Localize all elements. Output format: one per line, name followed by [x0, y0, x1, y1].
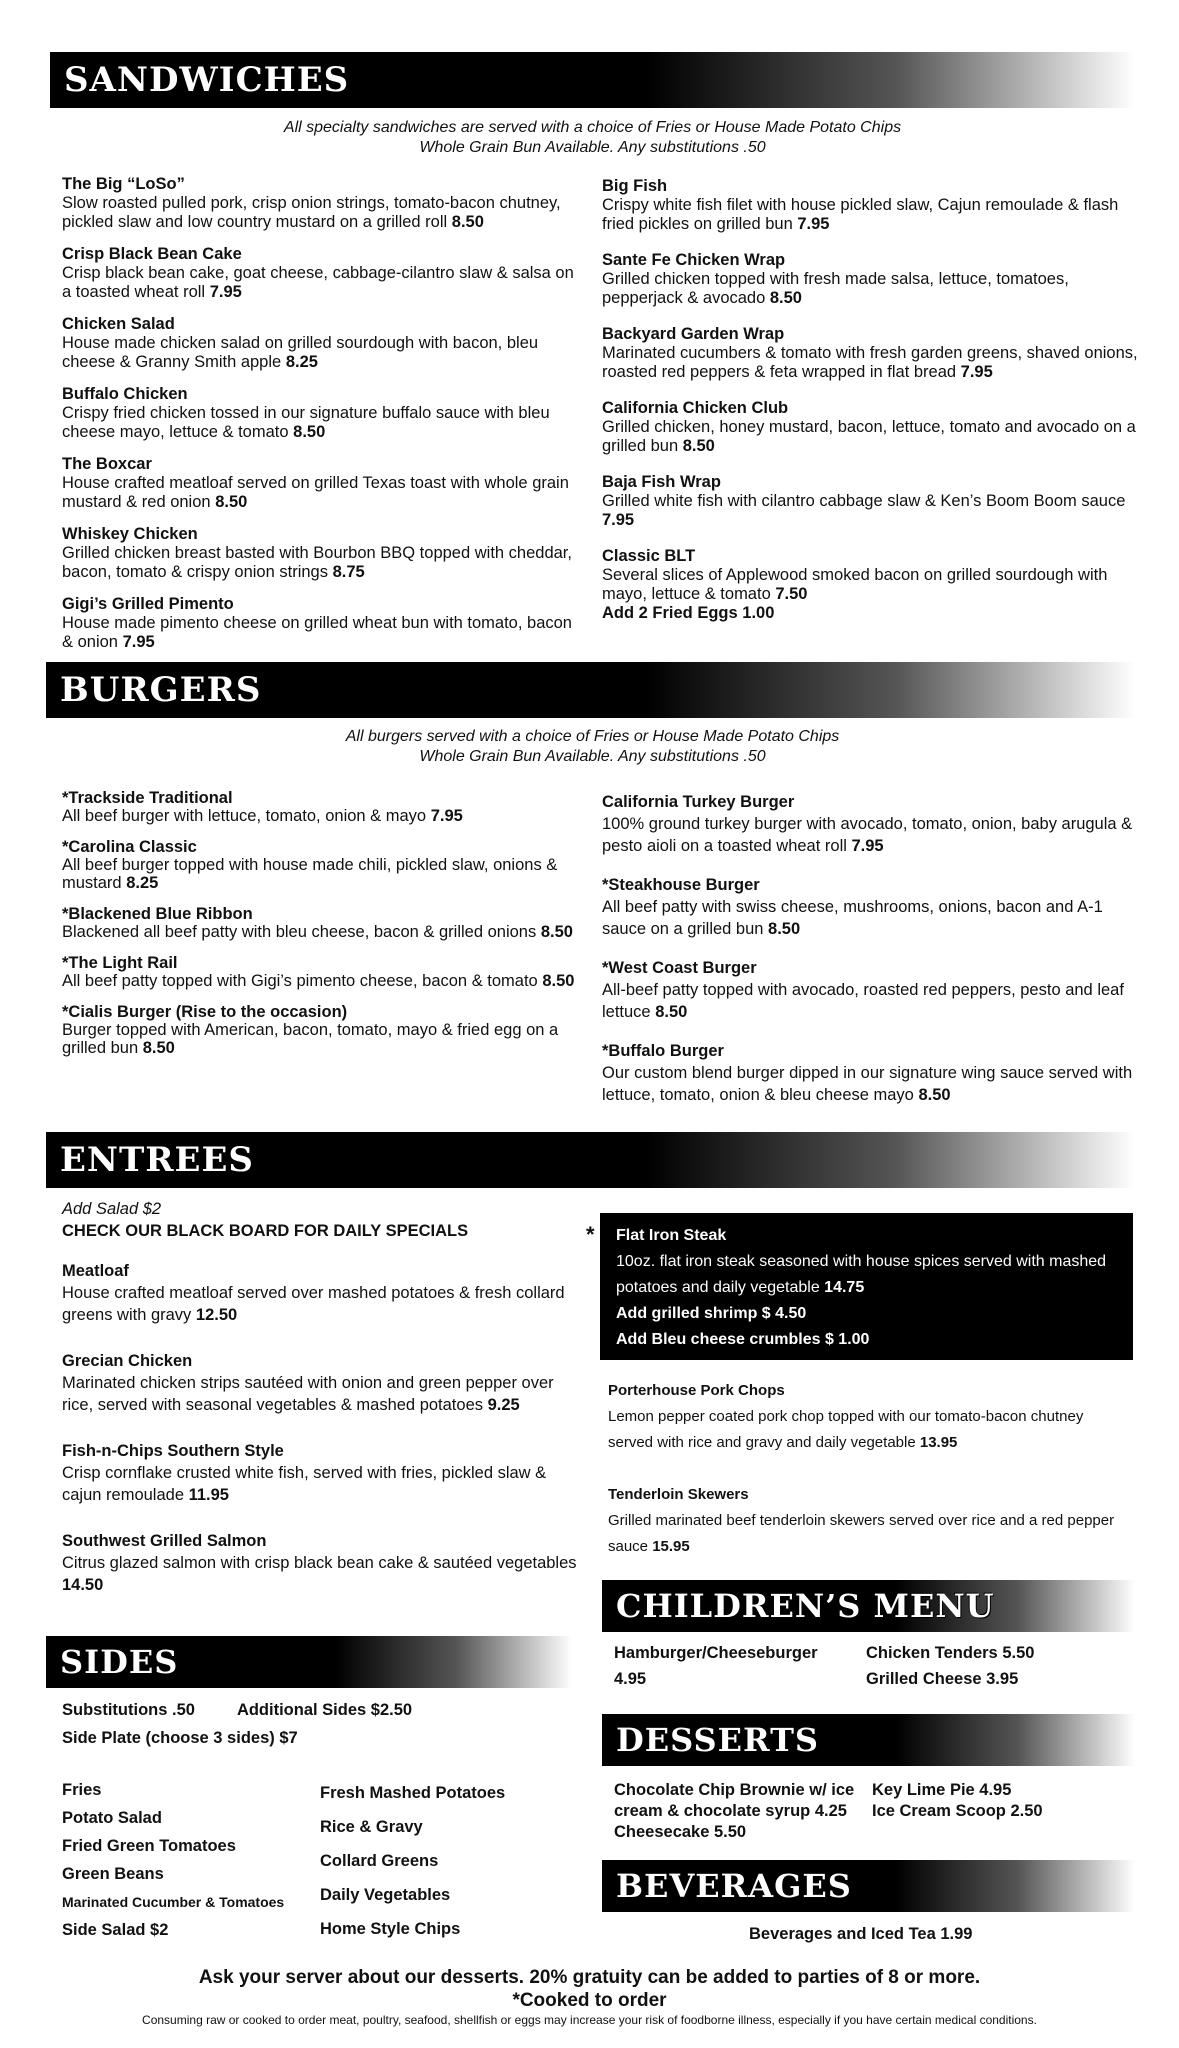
menu-item-description: Burger topped with American, bacon, tomato, mayo & fried egg on a grilled bun [62, 1021, 559, 1057]
menu-item-price: 8.50 [293, 423, 326, 441]
menu-item-price: 7.95 [430, 807, 463, 825]
menu-item [608, 1482, 1128, 1560]
menu-item-price: 8.50 [682, 437, 715, 455]
steak-description: 10oz. flat iron steak seasoned with house spices served with mashed potatoes and daily vegetable 14.75 [616, 1253, 1107, 1296]
menu-item-price: 13.95 [919, 1434, 958, 1451]
menu-item-description: All beef patty topped with Gigi’s pimento cheese, bacon & tomato [62, 972, 538, 990]
menu-item-price: 9.25 [487, 1396, 520, 1414]
menu-item-price: 8.50 [768, 920, 801, 938]
menu-item-description: House crafted meatloaf served over mashed potatoes & fresh collard greens with gravy [62, 1284, 565, 1324]
menu-item-price: 14.50 [62, 1576, 104, 1594]
menu-item [602, 177, 1142, 234]
menu-item [62, 315, 582, 372]
menu-item-price: 8.50 [451, 213, 484, 231]
entrees-banner [46, 1132, 1135, 1188]
menu-item-price: 8.50 [215, 493, 248, 511]
side-item: Green Beans [62, 1865, 164, 1883]
menu-item-price: 8.50 [142, 1039, 175, 1057]
menu-item-description: Grilled chicken, honey mustard, bacon, lettuce, tomato and avocado on a grilled bun [602, 418, 1136, 455]
menu-item-name: *West Coast Burger [602, 959, 757, 977]
burgers-banner [46, 662, 1135, 718]
menu-item-description: Our custom blend burger dipped in our signature wing sauce served with lettuce, tomato, onion & bleu cheese mayo [602, 1064, 1133, 1104]
burgers-title: BURGERS [60, 670, 262, 710]
menu-item-name: Classic BLT [602, 547, 696, 565]
childrens-title: CHILDREN’S MENU [616, 1587, 995, 1625]
menu-item-description: All beef burger with lettuce, tomato, onion & mayo [62, 807, 427, 825]
sides-column-1 [62, 1776, 284, 1944]
menu-item-description: All-beef patty topped with avocado, roasted red peppers, pesto and leaf lettuce [602, 981, 1124, 1021]
menu-item-name: Sante Fe Chicken Wrap [602, 251, 786, 269]
burgers-note: All burgers served with a choice of Fries or House Made Potato Chips Whole Grain Bun Available. Any substitutions .50 [345, 728, 840, 765]
footer-gratuity: Ask your server about our desserts. 20% gratuity can be added to parties of 8 or more. [198, 1967, 981, 1988]
menu-item-name: Crisp Black Bean Cake [62, 245, 242, 263]
menu-item [602, 325, 1142, 382]
menu-item [602, 1040, 1142, 1106]
menu-item [62, 789, 582, 825]
menu-item-description: House crafted meatloaf served on grilled Texas toast with whole grain mustard & red onion [62, 474, 569, 511]
menu-item-price: 8.25 [126, 874, 159, 892]
menu-item-price: 15.95 [652, 1538, 690, 1555]
desserts-title: DESSERTS [616, 1721, 819, 1759]
menu-item [62, 525, 582, 582]
menu-item-name: *Blackened Blue Ribbon [62, 905, 253, 923]
menu-item [602, 547, 1142, 623]
menu-item [62, 1350, 582, 1416]
steak-name: Flat Iron Steak [616, 1227, 727, 1244]
menu-item-price: 7.95 [122, 633, 155, 651]
menu-item-description: Marinated chicken strips sautéed with onion and green pepper over rice, served with seasonal vegetables & mashed potatoes [62, 1374, 554, 1414]
entrees-left-column [62, 1198, 582, 1620]
menu-item-price: 11.95 [188, 1486, 229, 1504]
menu-item [602, 251, 1142, 308]
footer-disclaimer: Consuming raw or cooked to order meat, poultry, seafood, shellfish or eggs may increase your risk of foodborne illness, especially if you have certain medical conditions. [142, 2013, 1037, 2027]
menu-item-price: 7.95 [797, 215, 830, 233]
entrees-title: ENTREES [60, 1140, 254, 1180]
menu-item [602, 473, 1142, 530]
menu-item-description: House made chicken salad on grilled sourdough with bacon, bleu cheese & Granny Smith apple [62, 334, 539, 371]
sides-substitutions: Substitutions .50 [62, 1701, 195, 1719]
entrees-right-column [608, 1378, 1128, 1586]
beverages-title: BEVERAGES [616, 1867, 852, 1905]
menu-item-description: Citrus glazed salmon with crisp black bean cake & sautéed vegetables [62, 1554, 577, 1572]
side-item: Home Style Chips [320, 1920, 461, 1938]
sides-column-2 [320, 1776, 505, 1946]
menu-item [62, 838, 582, 892]
sandwiches-banner [50, 52, 1135, 108]
kids-tenders: Chicken Tenders 5.50 [866, 1644, 1035, 1662]
side-item: Daily Vegetables [320, 1886, 451, 1904]
footer-cooked: *Cooked to order [512, 1990, 667, 2011]
menu-item-price: 8.50 [542, 972, 575, 990]
sides-pricing [62, 1696, 412, 1752]
menu-item-description: Crisp black bean cake, goat cheese, cabbage-cilantro slaw & salsa on a toasted wheat roll [62, 264, 574, 301]
menu-item-name: *Steakhouse Burger [602, 876, 760, 894]
menu-item-description: Crispy fried chicken tossed in our signature buffalo sauce with bleu cheese mayo, lettuce & tomato [62, 404, 550, 441]
menu-item-name: Southwest Grilled Salmon [62, 1532, 267, 1550]
side-item: Marinated Cucumber & Tomatoes [62, 1894, 285, 1910]
menu-item-description: Crispy white fish filet with house pickled slaw, Cajun remoulade & flash fried pickles on grilled bun [602, 196, 1119, 233]
burgers-left-column [62, 789, 582, 1070]
side-item: Side Salad $2 [62, 1921, 169, 1939]
menu-item-description: Lemon pepper coated pork chop topped with our tomato-bacon chutney served with rice and gravy and daily vegetable [608, 1408, 1084, 1451]
menu-item [62, 595, 582, 652]
menu-item-price: 8.50 [540, 923, 573, 941]
menu-item [62, 1003, 582, 1057]
menu-footer [0, 1966, 1179, 2028]
menu-item-price: 8.75 [332, 563, 365, 581]
menu-item-name: Meatloaf [62, 1262, 129, 1280]
side-item: Rice & Gravy [320, 1818, 423, 1836]
menu-item-price: 12.50 [195, 1306, 238, 1324]
flat-iron-steak-box [600, 1213, 1133, 1360]
menu-item-name: Buffalo Chicken [62, 385, 188, 403]
menu-item [62, 905, 582, 941]
menu-item [608, 1378, 1128, 1456]
sandwiches-title: SANDWICHES [64, 60, 350, 100]
menu-item [62, 455, 582, 512]
menu-item [62, 385, 582, 442]
menu-item-description: All beef patty with swiss cheese, mushrooms, onions, bacon and A-1 sauce on a grilled bun [602, 898, 1103, 938]
menu-item-name: Backyard Garden Wrap [602, 325, 785, 343]
menu-item-name: Fish-n-Chips Southern Style [62, 1442, 284, 1460]
sides-additional: Additional Sides $2.50 [236, 1701, 413, 1719]
menu-item-extra: Add 2 Fried Eggs 1.00 [602, 604, 775, 622]
menu-item [602, 957, 1142, 1023]
menu-item [62, 1440, 582, 1506]
sandwiches-right-column [602, 177, 1142, 640]
side-item: Fries [62, 1781, 102, 1799]
menu-item-description: 100% ground turkey burger with avocado, tomato, onion, baby arugula & pesto aioli on a toasted wheat roll [602, 815, 1133, 855]
side-item: Collard Greens [320, 1852, 439, 1870]
menu-item-price: 7.95 [960, 363, 993, 381]
menu-item-name: Big Fish [602, 177, 668, 195]
menu-item [62, 1260, 582, 1326]
sandwiches-note: All specialty sandwiches are served with a choice of Fries or House Made Potato Chips Whole Grain Bun Available. Any substitutions .50 [283, 119, 902, 156]
menu-item-description: All beef burger topped with house made chili, pickled slaw, onions & mustard [62, 856, 558, 892]
desserts-left: Chocolate Chip Brownie w/ ice cream & chocolate syrup 4.25 Cheesecake 5.50 [614, 1781, 855, 1841]
menu-item-price: 7.50 [775, 585, 808, 603]
menu-item-name: *Carolina Classic [62, 838, 197, 856]
menu-item-description: Several slices of Applewood smoked bacon on grilled sourdough with mayo, lettuce & tomato [602, 566, 1108, 603]
menu-item-name: California Turkey Burger [602, 793, 795, 811]
add-salad-note: Add Salad $2 [62, 1200, 162, 1218]
sides-banner [46, 1636, 572, 1688]
menu-item-name: The Boxcar [62, 455, 152, 473]
childrens-right [866, 1640, 1034, 1692]
beverages-banner [602, 1860, 1135, 1912]
menu-item [62, 175, 582, 232]
menu-item-name: *Trackside Traditional [62, 789, 233, 807]
menu-item-description: Blackened all beef patty with bleu cheese, bacon & grilled onions [62, 923, 537, 941]
kids-grilled-cheese: Grilled Cheese 3.95 [866, 1670, 1019, 1688]
menu-item-price: 7.95 [851, 837, 884, 855]
kids-burger: Hamburger/Cheeseburger [614, 1644, 818, 1662]
menu-item-name: *The Light Rail [62, 954, 178, 972]
menu-item-name: *Buffalo Burger [602, 1042, 724, 1060]
menu-item-price: 7.95 [602, 511, 635, 529]
desserts-right: Key Lime Pie 4.95 Ice Cream Scoop 2.50 [872, 1781, 1043, 1820]
childrens-left [614, 1640, 818, 1692]
menu-item-price: 8.50 [769, 289, 802, 307]
menu-item-description: Grilled white fish with cilantro cabbage slaw & Ken’s Boom Boom sauce [602, 492, 1126, 510]
daily-specials-note: CHECK OUR BLACK BOARD FOR DAILY SPECIALS [62, 1222, 469, 1240]
burgers-right-column [602, 791, 1142, 1123]
sandwiches-left-column [62, 175, 582, 665]
menu-item-description: Grilled marinated beef tenderloin skewers served over rice and a red pepper sauce [608, 1512, 1115, 1555]
menu-item-name: Tenderloin Skewers [608, 1486, 749, 1503]
menu-item-description: Crisp cornflake crusted white fish, served with fries, pickled slaw & cajun remoulade [62, 1464, 547, 1504]
menu-item [602, 399, 1142, 456]
menu-item [62, 245, 582, 302]
menu-item [602, 874, 1142, 940]
beverages-item: Beverages and Iced Tea 1.99 [749, 1925, 973, 1943]
sides-plate: Side Plate (choose 3 sides) $7 [62, 1729, 298, 1747]
menu-item-price: 8.25 [285, 353, 318, 371]
menu-item-price: 8.50 [655, 1003, 688, 1021]
menu-item-description: House made pimento cheese on grilled wheat bun with tomato, bacon & onion [62, 614, 572, 651]
menu-item-description: Slow roasted pulled pork, crisp onion strings, tomato-bacon chutney, pickled slaw and low country mustard on a grilled roll [62, 194, 561, 231]
menu-item-name: Grecian Chicken [62, 1352, 193, 1370]
menu-item-name: *Cialis Burger (Rise to the occasion) [62, 1003, 348, 1021]
menu-item [602, 791, 1142, 857]
sides-title: SIDES [60, 1643, 179, 1681]
menu-item-description: Grilled chicken breast basted with Bourbon BBQ topped with cheddar, bacon, tomato & crispy onion strings [62, 544, 572, 581]
side-item: Fried Green Tomatoes [62, 1837, 236, 1855]
menu-item-name: Baja Fish Wrap [602, 473, 721, 491]
menu-item-description: Grilled chicken topped with fresh made salsa, lettuce, tomatoes, pepperjack & avocado [602, 270, 1069, 307]
menu-item-price: 8.50 [918, 1086, 951, 1104]
childrens-banner [602, 1580, 1135, 1632]
menu-item-description: Marinated cucumbers & tomato with fresh garden greens, shaved onions, roasted red peppers & feta wrapped in flat bread [602, 344, 1138, 381]
steak-addon-bleu: Add Bleu cheese crumbles $ 1.00 [616, 1331, 870, 1348]
menu-item-name: Chicken Salad [62, 315, 175, 333]
kids-burger-price: 4.95 [614, 1670, 647, 1688]
menu-item-name: Porterhouse Pork Chops [608, 1382, 785, 1399]
menu-item-name: The Big “LoSo” [62, 175, 185, 193]
side-item: Potato Salad [62, 1809, 162, 1827]
desserts-banner [602, 1714, 1135, 1766]
steak-addon-shrimp: Add grilled shrimp $ 4.50 [616, 1305, 807, 1322]
menu-item-name: California Chicken Club [602, 399, 789, 417]
menu-item-price: 7.95 [209, 283, 242, 301]
menu-item-name: Whiskey Chicken [62, 525, 198, 543]
side-item: Fresh Mashed Potatoes [320, 1784, 506, 1802]
menu-item-name: Gigi’s Grilled Pimento [62, 595, 234, 613]
cooked-to-order-star: * [586, 1222, 595, 1247]
menu-item [62, 954, 582, 990]
menu-item [62, 1530, 582, 1596]
